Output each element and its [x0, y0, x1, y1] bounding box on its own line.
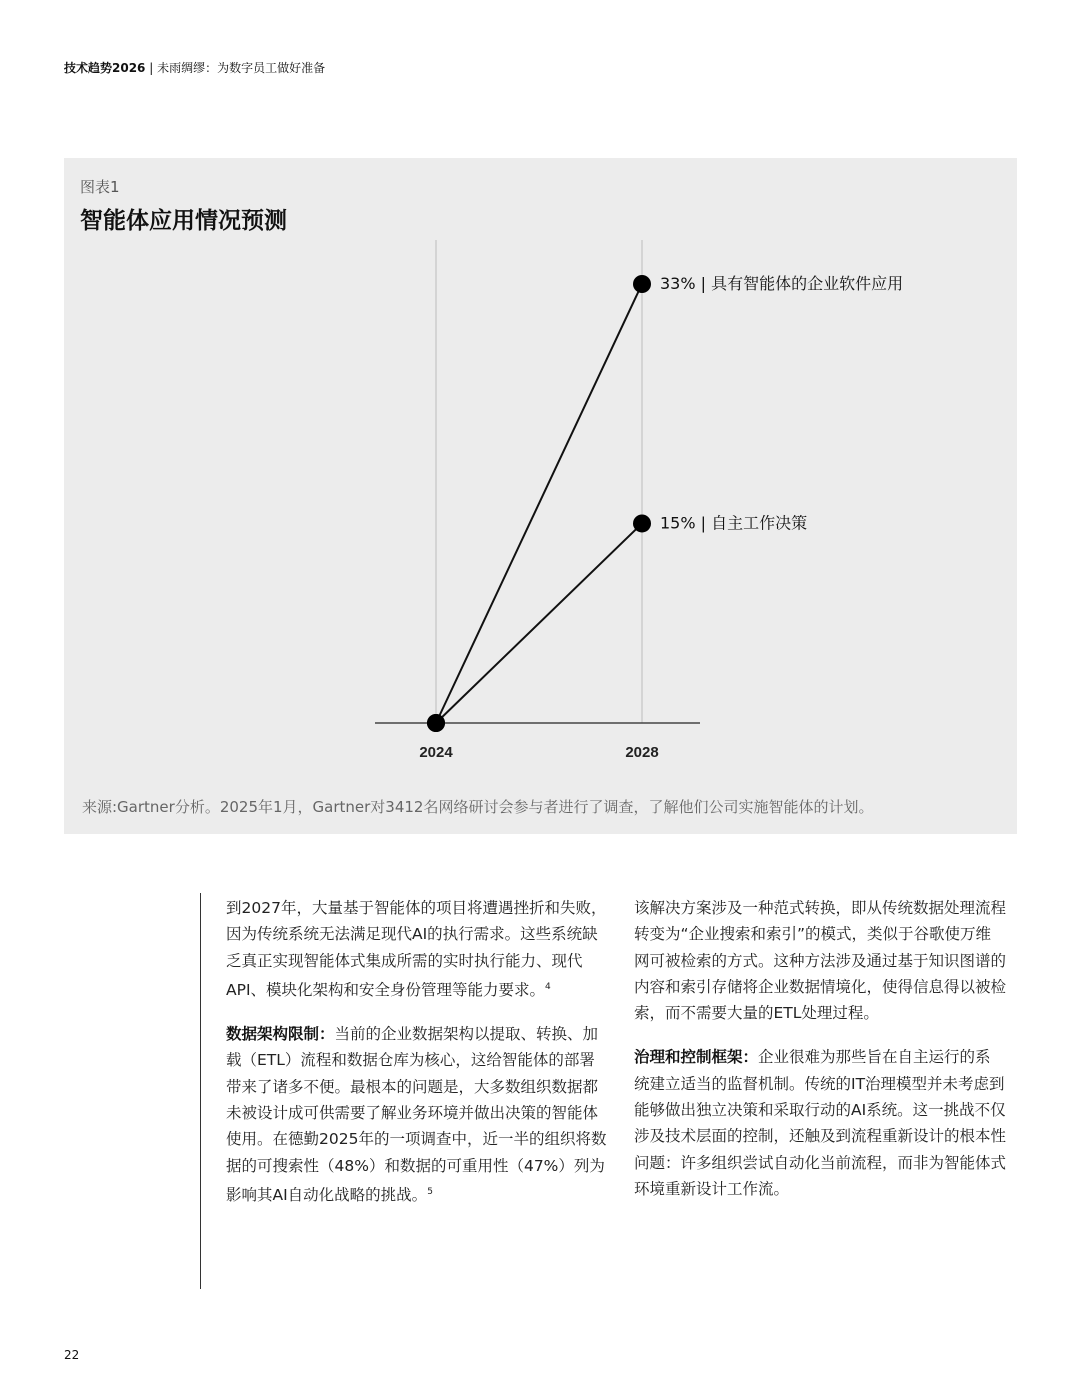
x-tick-label: 2028: [625, 744, 659, 761]
series-end-label-0: 33% | 具有智能体的企业软件应用: [660, 274, 904, 293]
data-point-1-2028: [633, 514, 651, 532]
paragraph: [634, 895, 1006, 1026]
paragraph-text: 当前的企业数据架构以提取、转换、加载（ETL）流程和数据仓库为核心，这给智能体的部署带来了诸多不便。最根本的问题是，大多数组织数据都未被设计成可供需要了解业务环境并做出决策的智能体使用。在德勤2025年的一项调查中，近一半的组织将数据的可搜索性（48%）和数据的可重用性（47%）列为影响其AI自动化战略的挑战。: [226, 1025, 607, 1204]
footnote-ref: 4: [545, 981, 551, 992]
paragraph-text: 企业很难为那些旨在自主运行的系统建立适当的监督机制。传统的IT治理模型并未考虑到能够做出独立决策和采取行动的AI系统。这一挑战不仅涉及技术层面的控制，还触及到流程重新设计的根本性问题：许多组织尝试自动化当前流程，而非为智能体式环境重新设计工作流。: [634, 1048, 1007, 1198]
paragraph-heading: 治理和控制框架：: [634, 1048, 759, 1067]
figure-source: 来源:Gartner分析。2025年1月，Gartner对3412名网络研讨会参与者进行了调查，了解他们公司实施智能体的计划。: [82, 798, 874, 816]
page-number: 22: [64, 1348, 80, 1362]
figure-label: 图表1: [80, 178, 120, 196]
column-rule: [200, 893, 201, 1289]
data-point-0-2028: [633, 275, 651, 293]
body-column-2: [634, 895, 1006, 1220]
paragraph-heading: 数据架构限制：: [226, 1025, 335, 1044]
header-separator: |: [145, 61, 158, 75]
running-header: [64, 60, 325, 76]
adoption-line-chart: [64, 158, 1017, 834]
paragraph: [226, 1021, 608, 1208]
paragraph-text: 到2027年，大量基于智能体的项目将遭遇挫折和失败，因为传统系统无法满足现代AI的执行需求。这些系统缺乏真正实现智能体式集成所需的实时执行能力、现代API、模块化架构和安全身份管理等能力要求。: [226, 899, 607, 999]
x-tick-label: 2024: [419, 744, 453, 761]
data-point-1-2024: [427, 714, 445, 732]
header-series: 技术趋势2026: [64, 61, 146, 75]
figure-panel: [64, 158, 1017, 834]
paragraph: [634, 1044, 1006, 1202]
body-column-1: [226, 895, 608, 1226]
paragraph-text: 该解决方案涉及一种范式转换，即从传统数据处理流程转变为“企业搜索和索引”的模式，类似于谷歌使万维网可被检索的方式。这种方法涉及通过基于知识图谱的内容和索引存储将企业数据情境化，使得信息得以被检索，而不需要大量的ETL处理过程。: [634, 899, 1007, 1023]
header-subtitle: 未雨绸缪：为数字员工做好准备: [157, 61, 326, 75]
series-line-1: [436, 523, 642, 723]
footnote-ref: 5: [427, 1186, 433, 1197]
series-line-0: [436, 284, 642, 723]
figure-title: 智能体应用情况预测: [80, 208, 287, 234]
series-end-label-1: 15% | 自主工作决策: [660, 513, 808, 533]
paragraph: [226, 895, 608, 1003]
